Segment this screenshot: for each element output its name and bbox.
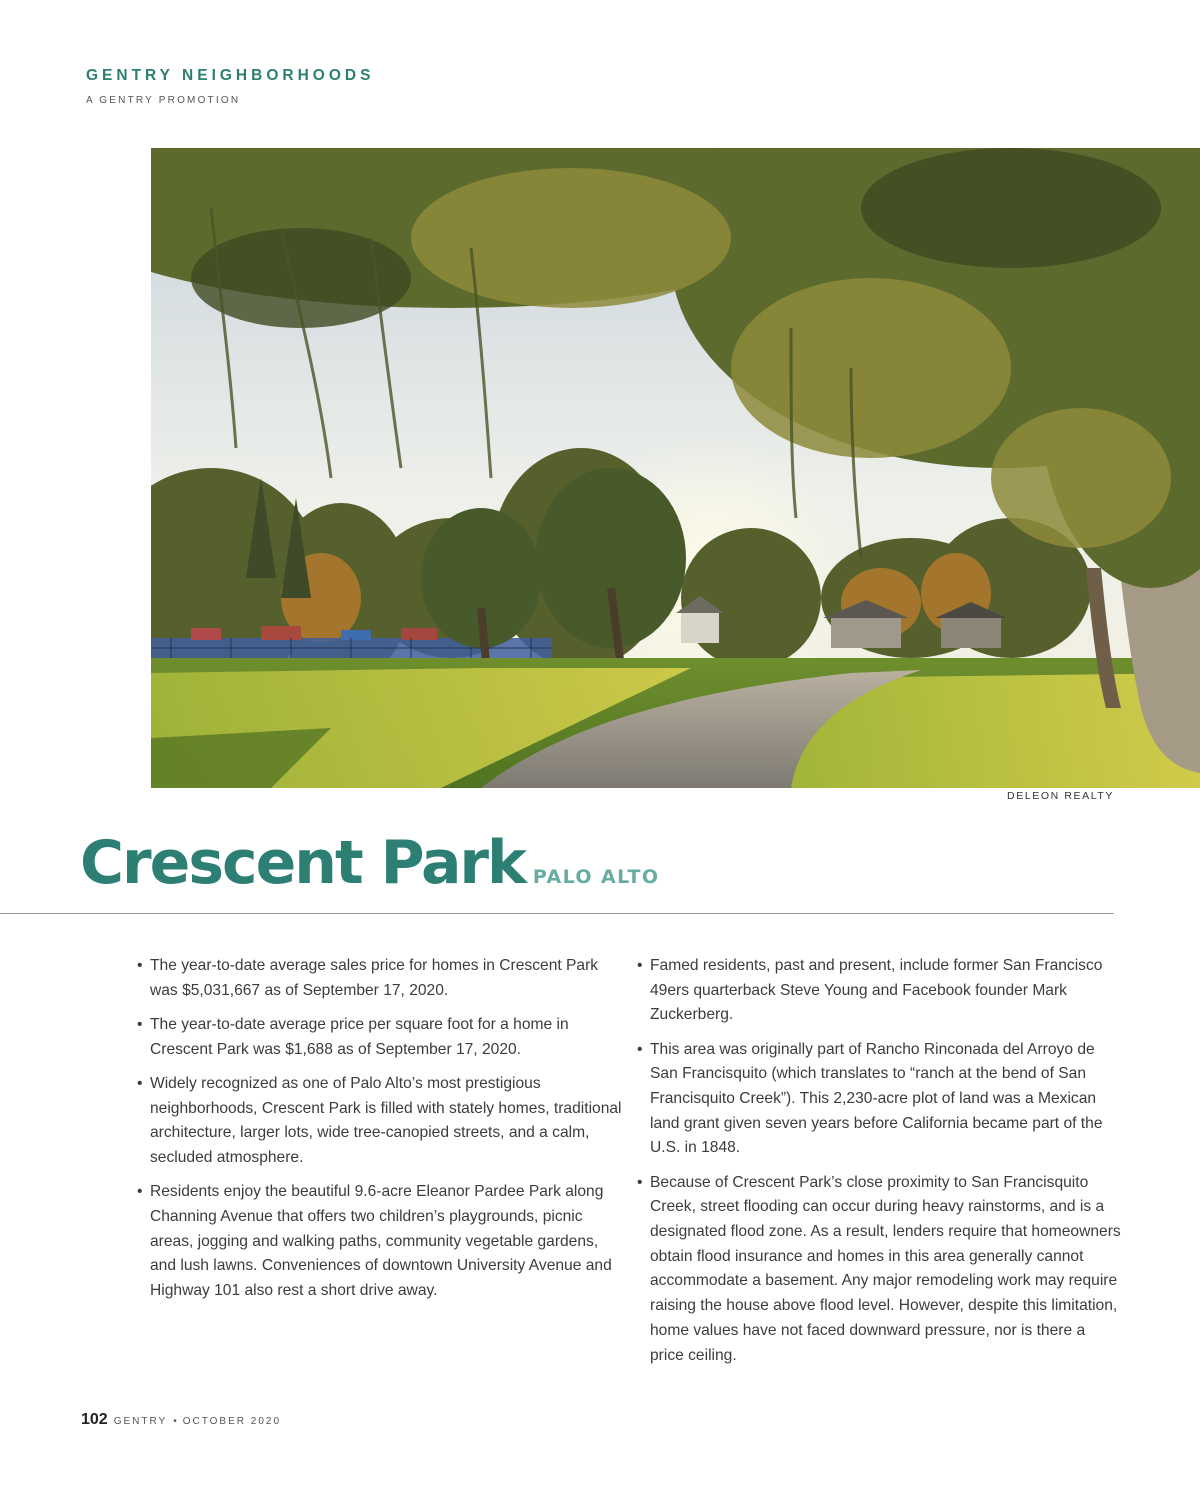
bullet: • — [637, 1173, 643, 1191]
bullet: • — [137, 957, 143, 974]
fact-text: The year-to-date average sales price for homes in Crescent Park was $5,031,667 as of September 17, 2020. — [150, 957, 599, 999]
fact-text: Residents enjoy the beautiful 9.6-acre Eleanor Pardee Park along Channing Avenue that offers two children’s playgrounds, picnic areas, jogging and walking paths, community vegetable gardens, and lush lawns. Conveniences of downtown University Avenue and Highway 101 also rest a short drive away. — [150, 1183, 612, 1299]
divider-rule — [0, 913, 1114, 914]
fact-item — [137, 954, 622, 1003]
neighborhood-name: Crescent Park — [80, 828, 525, 898]
fact-item — [637, 1171, 1122, 1369]
page-number: 102 — [81, 1411, 108, 1428]
page-footer — [81, 1411, 281, 1429]
fact-text: Widely recognized as one of Palo Alto’s most prestigious neighborhoods, Crescent Park is filled with stately homes, traditional architecture, larger lots, wide tree-canopied streets, and a calm, secluded atmosphere. — [150, 1074, 622, 1166]
bullet: • — [637, 1040, 643, 1058]
fact-item — [637, 1038, 1122, 1162]
issue-date: OCTOBER 2020 — [182, 1416, 282, 1427]
bullet: • — [637, 957, 643, 974]
fact-item — [637, 954, 1122, 1028]
fact-text: This area was originally part of Rancho Rinconada del Arroyo de San Francisquito (which translates to “ranch at the bend of San Francisquito Creek”). This 2,230-acre plot of land was a Mexican land grant given seven years before California became part of the U.S. in 1848. — [650, 1040, 1103, 1157]
fact-item — [137, 1013, 622, 1062]
photo-credit: DELEON REALTY — [1007, 790, 1114, 802]
city-name: PALO ALTO — [532, 866, 660, 888]
fact-text: The year-to-date average price per square foot for a home in Crescent Park was $1,688 as of September 17, 2020. — [150, 1015, 569, 1058]
magazine-name: GENTRY — [113, 1416, 168, 1427]
bullet: • — [137, 1074, 143, 1092]
fact-item — [137, 1180, 622, 1304]
fact-text: Because of Crescent Park’s close proximity to San Francisquito Creek, street flooding can occur during heavy rainstorms, and is a designated flood zone. As a result, lenders require that homeowners obtain flood insurance and homes in this area generally cannot accommodate a basement. Any major remodeling work may require raising the house above flood level. However, despite this limitation, home values have not faced downward pressure, nor is there a price ceiling. — [650, 1173, 1121, 1364]
left-column — [137, 954, 622, 1313]
fact-item — [137, 1072, 622, 1171]
bullet: • — [137, 1015, 143, 1033]
fact-text: Famed residents, past and present, include former San Francisco 49ers quarterback Steve Young and Facebook founder Mark Zuckerberg. — [650, 957, 1103, 1024]
right-column — [637, 954, 1122, 1378]
promotion-label: A GENTRY PROMOTION — [86, 95, 241, 106]
park-photo — [151, 148, 1200, 788]
bullet: • — [137, 1183, 143, 1201]
article-headline — [80, 828, 659, 898]
footer-separator: • — [173, 1416, 177, 1427]
section-title: GENTRY NEIGHBORHOODS — [86, 67, 375, 84]
